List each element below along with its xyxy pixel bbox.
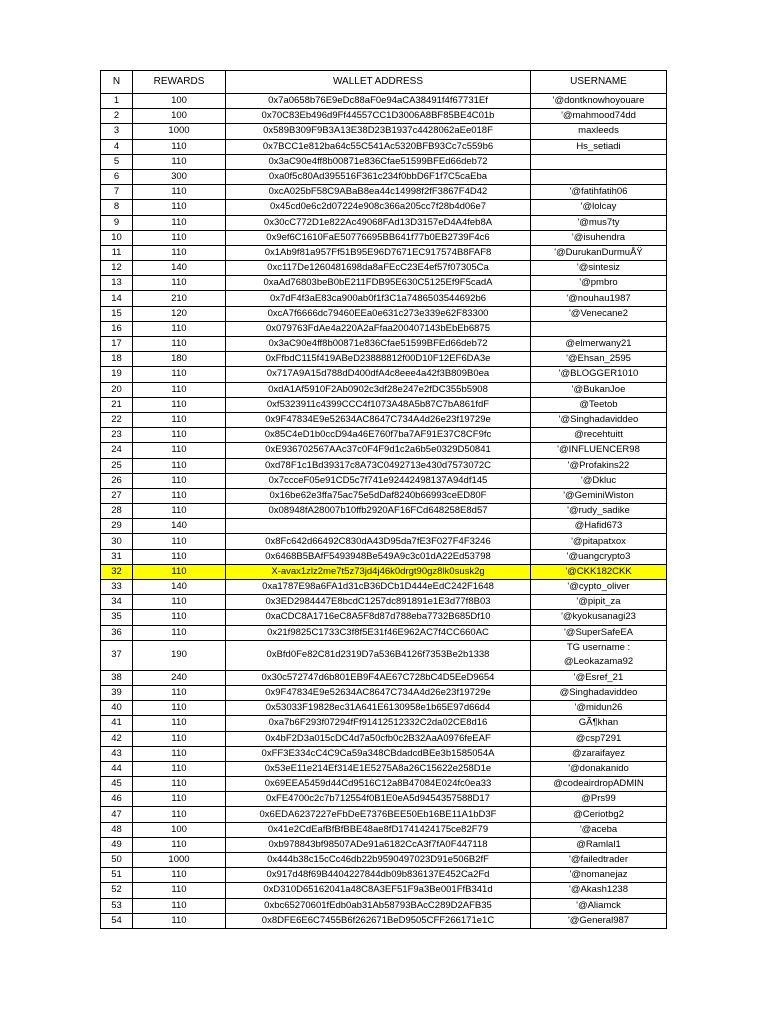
cell-wallet-address: 0x7dF4f3aE83ca900ab0f1f3C1a7486503544692b6 — [226, 291, 531, 306]
cell-wallet-address: 0xcA025bF58C9ABaB8ea44c14998f2fF3867F4D42 — [226, 185, 531, 200]
cell-reward: 110 — [133, 534, 226, 549]
cell-n: 48 — [101, 822, 133, 837]
cell-username: '@dontknowhoyouare — [531, 94, 667, 109]
cell-reward: 110 — [133, 200, 226, 215]
cell-n: 24 — [101, 443, 133, 458]
cell-username: @Teetob — [531, 397, 667, 412]
cell-username: '@lolcay — [531, 200, 667, 215]
cell-wallet-address: 0x69EEA5459d44Cd9516C12a8B47084E024fc0ea33 — [226, 777, 531, 792]
table-row — [101, 746, 667, 761]
cell-username: '@Profakins22 — [531, 458, 667, 473]
cell-username: '@General987 — [531, 913, 667, 928]
cell-username: '@cypto_oliver — [531, 580, 667, 595]
cell-n: 13 — [101, 276, 133, 291]
cell-wallet-address: 0xE936702567AAc37c0F4F9d1c2a6b5e0329D50841 — [226, 443, 531, 458]
table-row — [101, 94, 667, 109]
cell-wallet-address: 0xcA7f6666dc79460EEa0e631c273e339e62F83300 — [226, 306, 531, 321]
cell-n: 40 — [101, 701, 133, 716]
cell-n: 15 — [101, 306, 133, 321]
cell-n: 29 — [101, 519, 133, 534]
cell-n: 53 — [101, 898, 133, 913]
cell-reward: 110 — [133, 716, 226, 731]
cell-n: 21 — [101, 397, 133, 412]
cell-n: 43 — [101, 746, 133, 761]
cell-reward: 140 — [133, 580, 226, 595]
cell-n: 25 — [101, 458, 133, 473]
cell-username: '@sintesiz — [531, 261, 667, 276]
table-row — [101, 321, 667, 336]
cell-reward: 240 — [133, 670, 226, 685]
cell-n: 39 — [101, 685, 133, 700]
cell-wallet-address: 0x21f9825C1733C3f8f5E31f46E962AC7f4CC660AC — [226, 625, 531, 640]
table-row — [101, 777, 667, 792]
cell-username: @Hafid673 — [531, 519, 667, 534]
cell-wallet-address: 0xd78F1c1Bd39317c8A73C0492713e430d7573072C — [226, 458, 531, 473]
cell-username: @codeairdropADMIN — [531, 777, 667, 792]
cell-wallet-address: 0x589B309F9B3A13E38D23B1937c4428062aEe018F — [226, 124, 531, 139]
cell-n: 20 — [101, 382, 133, 397]
cell-wallet-address: 0xFF3E334cC4C9Ca59a348CBdadcdBEe3b1585054A — [226, 746, 531, 761]
cell-wallet-address: 0xa0f5c80Ad395516F361c234f0bbD6F1f7C5caEba — [226, 169, 531, 184]
cell-reward: 110 — [133, 549, 226, 564]
cell-n: 5 — [101, 154, 133, 169]
table-row — [101, 504, 667, 519]
cell-reward: 110 — [133, 382, 226, 397]
cell-n: 36 — [101, 625, 133, 640]
cell-reward: 110 — [133, 397, 226, 412]
cell-reward: 110 — [133, 458, 226, 473]
cell-username — [531, 321, 667, 336]
username-line: TG username : — [566, 642, 631, 654]
table-row — [101, 428, 667, 443]
cell-wallet-address: 0xc117De1260481698da8aFEcC23E4ef57f07305Ca — [226, 261, 531, 276]
cell-reward: 110 — [133, 761, 226, 776]
cell-wallet-address: 0xb978843bf98507ADe91a6182CcA3f7fA0F447118 — [226, 837, 531, 852]
cell-reward: 110 — [133, 154, 226, 169]
cell-wallet-address: 0x8Fc642d66492C830dA43D95da7fE3F027F4F3246 — [226, 534, 531, 549]
cell-n: 42 — [101, 731, 133, 746]
cell-username: '@kyokusanagi23 — [531, 610, 667, 625]
cell-n: 50 — [101, 853, 133, 868]
header-n: N — [101, 71, 133, 94]
cell-n: 33 — [101, 580, 133, 595]
cell-n: 26 — [101, 473, 133, 488]
table-row — [101, 595, 667, 610]
header-username: USERNAME — [531, 71, 667, 94]
table-row — [101, 731, 667, 746]
table-row — [101, 215, 667, 230]
table-row — [101, 276, 667, 291]
table-row — [101, 883, 667, 898]
cell-username: '@Venecane2 — [531, 306, 667, 321]
cell-reward: 100 — [133, 109, 226, 124]
cell-username: '@CKK182CKK — [531, 564, 667, 579]
cell-wallet-address: 0x717A9A15d788dD400dfA4c8eee4a42f3B809B0ea — [226, 367, 531, 382]
cell-username: '@INFLUENCER98 — [531, 443, 667, 458]
cell-reward: 140 — [133, 519, 226, 534]
cell-username: '@uangcrypto3 — [531, 549, 667, 564]
rewards-table — [100, 70, 667, 929]
table-row — [101, 685, 667, 700]
cell-wallet-address — [226, 519, 531, 534]
cell-username: @Singhadaviddeo — [531, 685, 667, 700]
cell-wallet-address: 0x6468B5BAfF5493948Be549A9c3c01dA22Ed53798 — [226, 549, 531, 564]
cell-username: '@Aliamck — [531, 898, 667, 913]
cell-wallet-address: 0xa7b6F293f07294fFf91412512332C2da02CE8d16 — [226, 716, 531, 731]
table-row — [101, 853, 667, 868]
table-row — [101, 701, 667, 716]
cell-username: @Prs99 — [531, 792, 667, 807]
cell-reward: 110 — [133, 792, 226, 807]
cell-username: '@Singhadaviddeo — [531, 412, 667, 427]
cell-username: '@pitapatxox — [531, 534, 667, 549]
cell-username: '@fatihfatih06 — [531, 185, 667, 200]
cell-n: 8 — [101, 200, 133, 215]
cell-wallet-address: 0xFfbdC115f419ABeD23888812f00D10F12EF6DA3e — [226, 352, 531, 367]
table-row — [101, 534, 667, 549]
table-row — [101, 306, 667, 321]
cell-username: @Ceriotbg2 — [531, 807, 667, 822]
cell-n: 38 — [101, 670, 133, 685]
cell-username: @elmerwany21 — [531, 337, 667, 352]
cell-n: 23 — [101, 428, 133, 443]
table-row — [101, 792, 667, 807]
table-row — [101, 549, 667, 564]
cell-wallet-address: 0x4bF2D3a015cDC4d7a50cfb0c2B32AaA0976feEAF — [226, 731, 531, 746]
cell-wallet-address: 0x30c572747d6b801EB9F4AE67C728bC4D5EeD9654 — [226, 670, 531, 685]
cell-wallet-address: 0x3aC90e4ff8b00871e836Cfae51599BFEd66deb72 — [226, 154, 531, 169]
cell-reward: 110 — [133, 185, 226, 200]
table-row — [101, 169, 667, 184]
cell-wallet-address: 0xdA1Af5910F2Ab0902c3df28e247e2fDC355b5908 — [226, 382, 531, 397]
cell-reward: 110 — [133, 595, 226, 610]
table-row — [101, 185, 667, 200]
cell-wallet-address: 0x1Ab9f81a957Ff51B95E96D7671EC917574B8FAF8 — [226, 245, 531, 260]
cell-n: 34 — [101, 595, 133, 610]
table-row — [101, 367, 667, 382]
cell-wallet-address: 0x30cC772D1e822Ac49068FAd13D3157eD4A4feb8A — [226, 215, 531, 230]
cell-n: 9 — [101, 215, 133, 230]
cell-username: @Ramlal1 — [531, 837, 667, 852]
cell-username: @zaraifayez — [531, 746, 667, 761]
cell-wallet-address: 0x8DFE6E6C7455B6f262671BeD9505CFF266171e1C — [226, 913, 531, 928]
cell-username: '@isuhendra — [531, 230, 667, 245]
cell-wallet-address: X-avax1zlz2me7t5z73jd4j46k0drgt90gz8lk0susk2g — [226, 564, 531, 579]
table-row — [101, 868, 667, 883]
cell-reward: 210 — [133, 291, 226, 306]
cell-reward: 110 — [133, 276, 226, 291]
cell-username: '@nouhau1987 — [531, 291, 667, 306]
table-row — [101, 822, 667, 837]
cell-reward: 180 — [133, 352, 226, 367]
cell-wallet-address: 0xD310D65162041a48C8A3EF51F9a3Be001FfB341d — [226, 883, 531, 898]
table-row — [101, 412, 667, 427]
cell-wallet-address: 0x41e2CdEafBfBfBBE48ae8fD1741424175ce82F79 — [226, 822, 531, 837]
table-row — [101, 124, 667, 139]
cell-n: 27 — [101, 488, 133, 503]
cell-n: 11 — [101, 245, 133, 260]
table-row — [101, 397, 667, 412]
table-row — [101, 898, 667, 913]
header-wallet-address: WALLET ADDRESS — [226, 71, 531, 94]
table-row — [101, 670, 667, 685]
cell-wallet-address: 0x70C83Eb496d9Ff44557CC1D3006A8BF85BE4C01b — [226, 109, 531, 124]
cell-reward: 110 — [133, 215, 226, 230]
table-row — [101, 337, 667, 352]
cell-username: '@Esref_21 — [531, 670, 667, 685]
cell-n: 7 — [101, 185, 133, 200]
cell-username: '@DurukanDurmuÅŸ — [531, 245, 667, 260]
table-row — [101, 352, 667, 367]
cell-reward: 110 — [133, 443, 226, 458]
cell-reward: 110 — [133, 367, 226, 382]
table-row — [101, 564, 667, 579]
cell-wallet-address: 0x3ED2984447E8bcdC1257dc891891e1E3d77f8B03 — [226, 595, 531, 610]
table-row — [101, 382, 667, 397]
cell-reward: 110 — [133, 230, 226, 245]
cell-n: 31 — [101, 549, 133, 564]
cell-username: '@pmbro — [531, 276, 667, 291]
cell-wallet-address: 0x08948fA28007b10ffb2920AF16FCd648258E8d57 — [226, 504, 531, 519]
cell-reward: 110 — [133, 913, 226, 928]
cell-n: 16 — [101, 321, 133, 336]
cell-wallet-address: 0x079763FdAe4a220A2aFfaa200407143bEbEb6875 — [226, 321, 531, 336]
cell-reward: 300 — [133, 169, 226, 184]
cell-username: Hs_setiadi — [531, 139, 667, 154]
cell-n: 32 — [101, 564, 133, 579]
cell-reward: 110 — [133, 837, 226, 852]
cell-wallet-address: 0x53eE11e214Ef314E1E5275A8a26C15622e258D1e — [226, 761, 531, 776]
cell-reward: 110 — [133, 898, 226, 913]
cell-n: 12 — [101, 261, 133, 276]
cell-wallet-address: 0xaAd76803beB0bE211FDB95E630C5125Ef9F5cadA — [226, 276, 531, 291]
table-row — [101, 625, 667, 640]
cell-reward: 110 — [133, 139, 226, 154]
table-row — [101, 761, 667, 776]
table-row — [101, 473, 667, 488]
cell-username: @recehtuitt — [531, 428, 667, 443]
cell-reward: 110 — [133, 701, 226, 716]
cell-username: GÃ¶khan — [531, 716, 667, 731]
cell-wallet-address: 0xbc65270601fEdb0ab31Ab58793BAcC289D2AFB35 — [226, 898, 531, 913]
cell-wallet-address: 0x444b38c15cCc46db22b9590497023D91e506B2fF — [226, 853, 531, 868]
cell-reward: 110 — [133, 883, 226, 898]
cell-reward: 110 — [133, 807, 226, 822]
cell-username: '@mahmood74dd — [531, 109, 667, 124]
cell-wallet-address: 0x45cd0e6c2d07224e908c366a205cc7f28b4d06e7 — [226, 200, 531, 215]
cell-username: '@BukanJoe — [531, 382, 667, 397]
cell-reward: 110 — [133, 473, 226, 488]
cell-username: '@midun26 — [531, 701, 667, 716]
cell-reward: 110 — [133, 731, 226, 746]
table-row — [101, 610, 667, 625]
cell-wallet-address: 0x53033F19828ec31A641E6130958e1b65E97d66d4 — [226, 701, 531, 716]
table-row — [101, 640, 667, 670]
cell-wallet-address: 0x9F47834E9e52634AC8647C734A4d26e23f19729e — [226, 685, 531, 700]
cell-n: 17 — [101, 337, 133, 352]
cell-wallet-address: 0x917d48f69B4404227844db09b836137E452Ca2Fd — [226, 868, 531, 883]
cell-n: 4 — [101, 139, 133, 154]
table-body — [101, 94, 667, 929]
cell-n: 54 — [101, 913, 133, 928]
cell-username — [531, 154, 667, 169]
cell-username: '@failedtrader — [531, 853, 667, 868]
table-row — [101, 807, 667, 822]
cell-wallet-address: 0x9F47834E9e52634AC8647C734A4d26e23f19729e — [226, 412, 531, 427]
cell-n: 14 — [101, 291, 133, 306]
cell-wallet-address: 0x7BCC1e812ba64c55C541Ac5320BFB93Cc7c559b6 — [226, 139, 531, 154]
cell-reward: 1000 — [133, 853, 226, 868]
cell-n: 30 — [101, 534, 133, 549]
cell-n: 2 — [101, 109, 133, 124]
cell-wallet-address: 0x85C4eD1b0ccD94a46E760f7ba7AF91E37C8CF9fc — [226, 428, 531, 443]
cell-n: 51 — [101, 868, 133, 883]
cell-n: 19 — [101, 367, 133, 382]
cell-n: 6 — [101, 169, 133, 184]
table-row — [101, 200, 667, 215]
cell-n: 46 — [101, 792, 133, 807]
cell-username: '@SuperSafeEA — [531, 625, 667, 640]
cell-n: 10 — [101, 230, 133, 245]
table-row — [101, 139, 667, 154]
cell-username: '@BLOGGER1010 — [531, 367, 667, 382]
cell-username: '@mus7ty — [531, 215, 667, 230]
cell-username: maxleeds — [531, 124, 667, 139]
cell-wallet-address: 0xf5323911c4399CCC4f1073A48A5b87C7bA861fdF — [226, 397, 531, 412]
cell-wallet-address: 0xa1787E98a6FA1d31cB36DCb1D444eEdC242F1648 — [226, 580, 531, 595]
cell-reward: 1000 — [133, 124, 226, 139]
cell-reward: 110 — [133, 412, 226, 427]
cell-username: '@GeminiWiston — [531, 488, 667, 503]
cell-wallet-address: 0x7ccceF05e91CD5c7f741e92442498137A94df145 — [226, 473, 531, 488]
cell-username: '@pipit_za — [531, 595, 667, 610]
cell-reward: 110 — [133, 685, 226, 700]
cell-username: '@Dkluc — [531, 473, 667, 488]
cell-n: 47 — [101, 807, 133, 822]
cell-reward: 110 — [133, 337, 226, 352]
cell-wallet-address: 0x6EDA6237227eFbDeE7376BEE50Eb16BE11A1bD3F — [226, 807, 531, 822]
table-row — [101, 837, 667, 852]
cell-username: '@aceba — [531, 822, 667, 837]
cell-wallet-address: 0xaCDC8A1716eC8A5F8d87d788eba7732B685Df10 — [226, 610, 531, 625]
cell-reward: 100 — [133, 94, 226, 109]
cell-username: @csp7291 — [531, 731, 667, 746]
cell-n: 41 — [101, 716, 133, 731]
cell-reward: 110 — [133, 245, 226, 260]
cell-n: 45 — [101, 777, 133, 792]
cell-reward: 110 — [133, 625, 226, 640]
cell-reward: 140 — [133, 261, 226, 276]
cell-reward: 110 — [133, 428, 226, 443]
cell-wallet-address: 0xFE4700c2c7b712554f0B1E0eA5d9454357588D17 — [226, 792, 531, 807]
cell-reward: 120 — [133, 306, 226, 321]
table-row — [101, 488, 667, 503]
table-row — [101, 109, 667, 124]
cell-reward: 110 — [133, 746, 226, 761]
cell-reward: 110 — [133, 868, 226, 883]
cell-reward: 110 — [133, 488, 226, 503]
table-row — [101, 291, 667, 306]
table-row — [101, 443, 667, 458]
cell-wallet-address: 0x9ef6C1610FaE50776695BB641f77b0EB2739F4c6 — [226, 230, 531, 245]
cell-wallet-address: 0x3aC90e4ff8b00871e836Cfae51599BFEd66deb72 — [226, 337, 531, 352]
table-row — [101, 230, 667, 245]
cell-username: '@donakanido — [531, 761, 667, 776]
cell-reward: 110 — [133, 321, 226, 336]
cell-wallet-address: 0xBfd0Fe82C81d2319D7a536B4126f7353Be2b1338 — [226, 640, 531, 670]
cell-reward: 100 — [133, 822, 226, 837]
cell-reward: 110 — [133, 777, 226, 792]
header-row — [101, 71, 667, 94]
table-row — [101, 580, 667, 595]
cell-n: 37 — [101, 640, 133, 670]
cell-n: 22 — [101, 412, 133, 427]
cell-wallet-address: 0x7a0658b76E9eDc88aF0e94aCA38491f4f67731Ef — [226, 94, 531, 109]
cell-username: '@rudy_sadike — [531, 504, 667, 519]
cell-n: 28 — [101, 504, 133, 519]
cell-username — [531, 169, 667, 184]
table-row — [101, 245, 667, 260]
table-row — [101, 716, 667, 731]
cell-n: 3 — [101, 124, 133, 139]
table-row — [101, 458, 667, 473]
cell-reward: 190 — [133, 640, 226, 670]
cell-reward: 110 — [133, 564, 226, 579]
cell-n: 49 — [101, 837, 133, 852]
cell-n: 1 — [101, 94, 133, 109]
cell-n: 18 — [101, 352, 133, 367]
cell-username: '@nomanejaz — [531, 868, 667, 883]
cell-username — [531, 640, 667, 670]
table-header — [101, 71, 667, 94]
table-row — [101, 913, 667, 928]
table-row — [101, 519, 667, 534]
cell-wallet-address: 0x16be62e3ffa75ac75e5dDaf8240b66993ceED80F — [226, 488, 531, 503]
header-rewards: REWARDS — [133, 71, 226, 94]
cell-n: 44 — [101, 761, 133, 776]
username-line: @Leokazama92 — [563, 656, 634, 668]
table-row — [101, 154, 667, 169]
cell-reward: 110 — [133, 504, 226, 519]
cell-n: 52 — [101, 883, 133, 898]
cell-username: '@Akash1238 — [531, 883, 667, 898]
cell-username: '@Ehsan_2595 — [531, 352, 667, 367]
cell-reward: 110 — [133, 610, 226, 625]
table-row — [101, 261, 667, 276]
cell-n: 35 — [101, 610, 133, 625]
